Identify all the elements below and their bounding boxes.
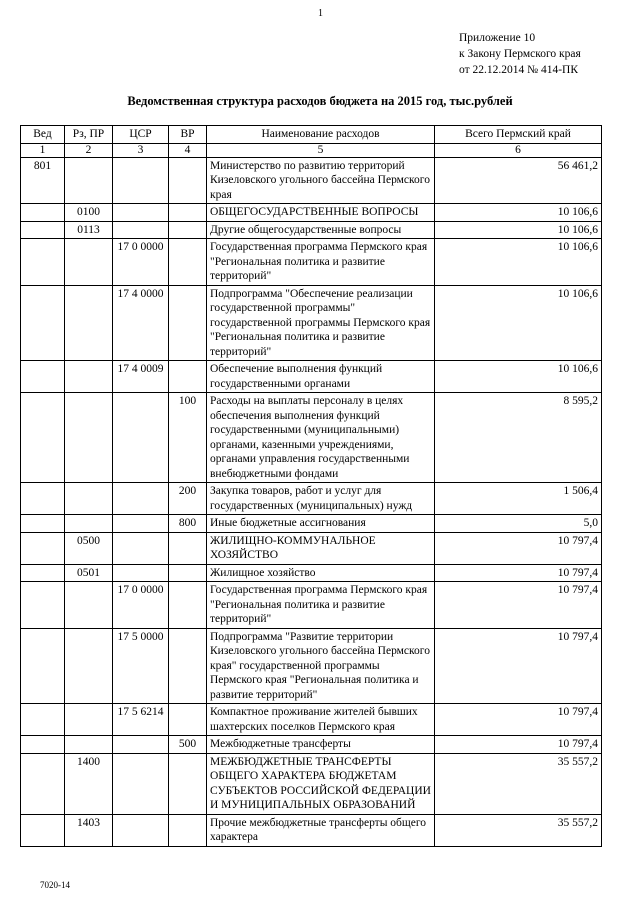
cell-ved xyxy=(21,239,65,286)
cell-sum: 5,0 xyxy=(435,515,602,533)
index-cell: 4 xyxy=(169,143,207,157)
table-row xyxy=(21,814,602,846)
cell-name: Другие общегосударственные вопросы xyxy=(207,221,435,239)
cell-rz-pr: 0500 xyxy=(65,532,113,564)
cell-rz-pr xyxy=(65,285,113,361)
cell-sum: 10 797,4 xyxy=(435,704,602,736)
table-row xyxy=(21,515,602,533)
cell-csr: 17 4 0009 xyxy=(113,361,169,393)
cell-ved xyxy=(21,515,65,533)
table-row xyxy=(21,704,602,736)
cell-vr: 100 xyxy=(169,393,207,483)
cell-rz-pr: 0113 xyxy=(65,221,113,239)
cell-vr xyxy=(169,221,207,239)
table-row xyxy=(21,628,602,704)
cell-sum: 10 797,4 xyxy=(435,564,602,582)
cell-sum: 35 557,2 xyxy=(435,753,602,814)
cell-csr xyxy=(113,532,169,564)
header-rz-pr: Рз, ПР xyxy=(65,126,113,144)
cell-csr: 17 5 6214 xyxy=(113,704,169,736)
index-cell: 1 xyxy=(21,143,65,157)
appendix-block xyxy=(459,30,581,78)
header-row xyxy=(21,126,602,144)
cell-name: МЕЖБЮДЖЕТНЫЕ ТРАНСФЕРТЫ ОБЩЕГО ХАРАКТЕРА БЮДЖЕТАМ СУБЪЕКТОВ РОССИЙСКОЙ ФЕДЕРАЦИИ И МУНИЦИПАЛЬНЫХ ОБРАЗОВАНИЙ xyxy=(207,753,435,814)
cell-vr xyxy=(169,285,207,361)
cell-csr xyxy=(113,564,169,582)
cell-vr: 500 xyxy=(169,736,207,754)
table-row xyxy=(21,204,602,222)
table-row xyxy=(21,393,602,483)
index-cell: 2 xyxy=(65,143,113,157)
table-row xyxy=(21,285,602,361)
document-title: Ведомственная структура расходов бюджета на 2015 год, тыс.рублей xyxy=(127,94,513,108)
cell-sum: 10 106,6 xyxy=(435,204,602,222)
cell-sum: 10 106,6 xyxy=(435,361,602,393)
cell-csr xyxy=(113,515,169,533)
cell-rz-pr xyxy=(65,157,113,204)
cell-vr: 200 xyxy=(169,483,207,515)
cell-csr xyxy=(113,204,169,222)
cell-csr xyxy=(113,221,169,239)
header-total: Всего Пермский край xyxy=(435,126,602,144)
cell-csr: 17 5 0000 xyxy=(113,628,169,704)
table-row xyxy=(21,532,602,564)
cell-name: Закупка товаров, работ и услуг для государственных (муниципальных) нужд xyxy=(207,483,435,515)
table-row xyxy=(21,239,602,286)
cell-name: Расходы на выплаты персоналу в целях обеспечения выполнения функций государственными (муниципальными) органами, казенными учреждениями, органами управления государственными внебюджетными фондами xyxy=(207,393,435,483)
cell-vr xyxy=(169,361,207,393)
cell-csr xyxy=(113,393,169,483)
cell-name: Компактное проживание жителей бывших шахтерских поселков Пермского края xyxy=(207,704,435,736)
cell-name: Обеспечение выполнения функций государственными органами xyxy=(207,361,435,393)
index-row xyxy=(21,143,602,157)
cell-rz-pr: 0100 xyxy=(65,204,113,222)
cell-name: Межбюджетные трансферты xyxy=(207,736,435,754)
table-row xyxy=(21,361,602,393)
cell-ved xyxy=(21,582,65,629)
index-cell: 6 xyxy=(435,143,602,157)
cell-rz-pr xyxy=(65,628,113,704)
cell-vr xyxy=(169,564,207,582)
cell-ved xyxy=(21,483,65,515)
cell-name: Министерство по развитию территорий Кизеловского угольного бассейна Пермского края xyxy=(207,157,435,204)
cell-vr xyxy=(169,239,207,286)
cell-rz-pr: 0501 xyxy=(65,564,113,582)
cell-vr: 800 xyxy=(169,515,207,533)
cell-csr xyxy=(113,736,169,754)
cell-rz-pr xyxy=(65,515,113,533)
cell-name: Государственная программа Пермского края "Региональная политика и развитие территорий" xyxy=(207,582,435,629)
cell-ved xyxy=(21,753,65,814)
header-name: Наименование расходов xyxy=(207,126,435,144)
cell-rz-pr xyxy=(65,393,113,483)
cell-vr xyxy=(169,704,207,736)
cell-csr: 17 0 0000 xyxy=(113,582,169,629)
cell-ved xyxy=(21,204,65,222)
cell-sum: 1 506,4 xyxy=(435,483,602,515)
cell-sum: 10 797,4 xyxy=(435,582,602,629)
index-cell: 5 xyxy=(207,143,435,157)
page-number: 1 xyxy=(318,8,323,19)
cell-csr xyxy=(113,157,169,204)
cell-ved xyxy=(21,361,65,393)
cell-sum: 35 557,2 xyxy=(435,814,602,846)
header-ved: Вед xyxy=(21,126,65,144)
table-row xyxy=(21,564,602,582)
cell-rz-pr xyxy=(65,483,113,515)
cell-csr: 17 4 0000 xyxy=(113,285,169,361)
cell-name: Иные бюджетные ассигнования xyxy=(207,515,435,533)
cell-sum: 10 106,6 xyxy=(435,221,602,239)
cell-csr xyxy=(113,753,169,814)
cell-rz-pr: 1400 xyxy=(65,753,113,814)
footer-code: 7020-14 xyxy=(40,880,70,890)
index-cell: 3 xyxy=(113,143,169,157)
header-vr: ВР xyxy=(169,126,207,144)
cell-ved xyxy=(21,532,65,564)
cell-name: ОБЩЕГОСУДАРСТВЕННЫЕ ВОПРОСЫ xyxy=(207,204,435,222)
table-row xyxy=(21,157,602,204)
cell-sum: 10 106,6 xyxy=(435,239,602,286)
cell-vr xyxy=(169,628,207,704)
cell-csr: 17 0 0000 xyxy=(113,239,169,286)
cell-rz-pr: 1403 xyxy=(65,814,113,846)
cell-sum: 10 797,4 xyxy=(435,532,602,564)
cell-ved xyxy=(21,736,65,754)
cell-ved xyxy=(21,285,65,361)
cell-vr xyxy=(169,157,207,204)
appendix-line-2: к Закону Пермского края xyxy=(459,48,581,60)
cell-sum: 8 595,2 xyxy=(435,393,602,483)
header-csr: ЦСР xyxy=(113,126,169,144)
cell-rz-pr xyxy=(65,704,113,736)
cell-name: Государственная программа Пермского края "Региональная политика и развитие территорий" xyxy=(207,239,435,286)
cell-name: Жилищное хозяйство xyxy=(207,564,435,582)
cell-csr xyxy=(113,814,169,846)
cell-sum: 56 461,2 xyxy=(435,157,602,204)
cell-sum: 10 106,6 xyxy=(435,285,602,361)
cell-ved xyxy=(21,221,65,239)
appendix-line-3: от 22.12.2014 № 414-ПК xyxy=(459,64,579,76)
table-row xyxy=(21,736,602,754)
cell-name: Подпрограмма "Обеспечение реализации государственной программы" государственной программы Пермского края "Региональная политика и развитие территорий" xyxy=(207,285,435,361)
table-row xyxy=(21,483,602,515)
cell-sum: 10 797,4 xyxy=(435,736,602,754)
table-row xyxy=(21,221,602,239)
cell-ved xyxy=(21,393,65,483)
cell-vr xyxy=(169,204,207,222)
table-row xyxy=(21,753,602,814)
cell-sum: 10 797,4 xyxy=(435,628,602,704)
cell-vr xyxy=(169,753,207,814)
cell-ved: 801 xyxy=(21,157,65,204)
appendix-line-1: Приложение 10 xyxy=(459,32,536,44)
cell-vr xyxy=(169,582,207,629)
cell-rz-pr xyxy=(65,239,113,286)
cell-ved xyxy=(21,704,65,736)
cell-name: Прочие межбюджетные трансферты общего характера xyxy=(207,814,435,846)
cell-rz-pr xyxy=(65,582,113,629)
cell-ved xyxy=(21,564,65,582)
cell-rz-pr xyxy=(65,736,113,754)
cell-name: Подпрограмма "Развитие территории Кизеловского угольного бассейна Пермского края" государственной программы Пермского края "Региональная политика и развитие территорий" xyxy=(207,628,435,704)
cell-ved xyxy=(21,628,65,704)
cell-vr xyxy=(169,814,207,846)
cell-name: ЖИЛИЩНО-КОММУНАЛЬНОЕ ХОЗЯЙСТВО xyxy=(207,532,435,564)
table-row xyxy=(21,582,602,629)
cell-ved xyxy=(21,814,65,846)
cell-rz-pr xyxy=(65,361,113,393)
budget-table xyxy=(20,125,602,847)
cell-csr xyxy=(113,483,169,515)
cell-vr xyxy=(169,532,207,564)
